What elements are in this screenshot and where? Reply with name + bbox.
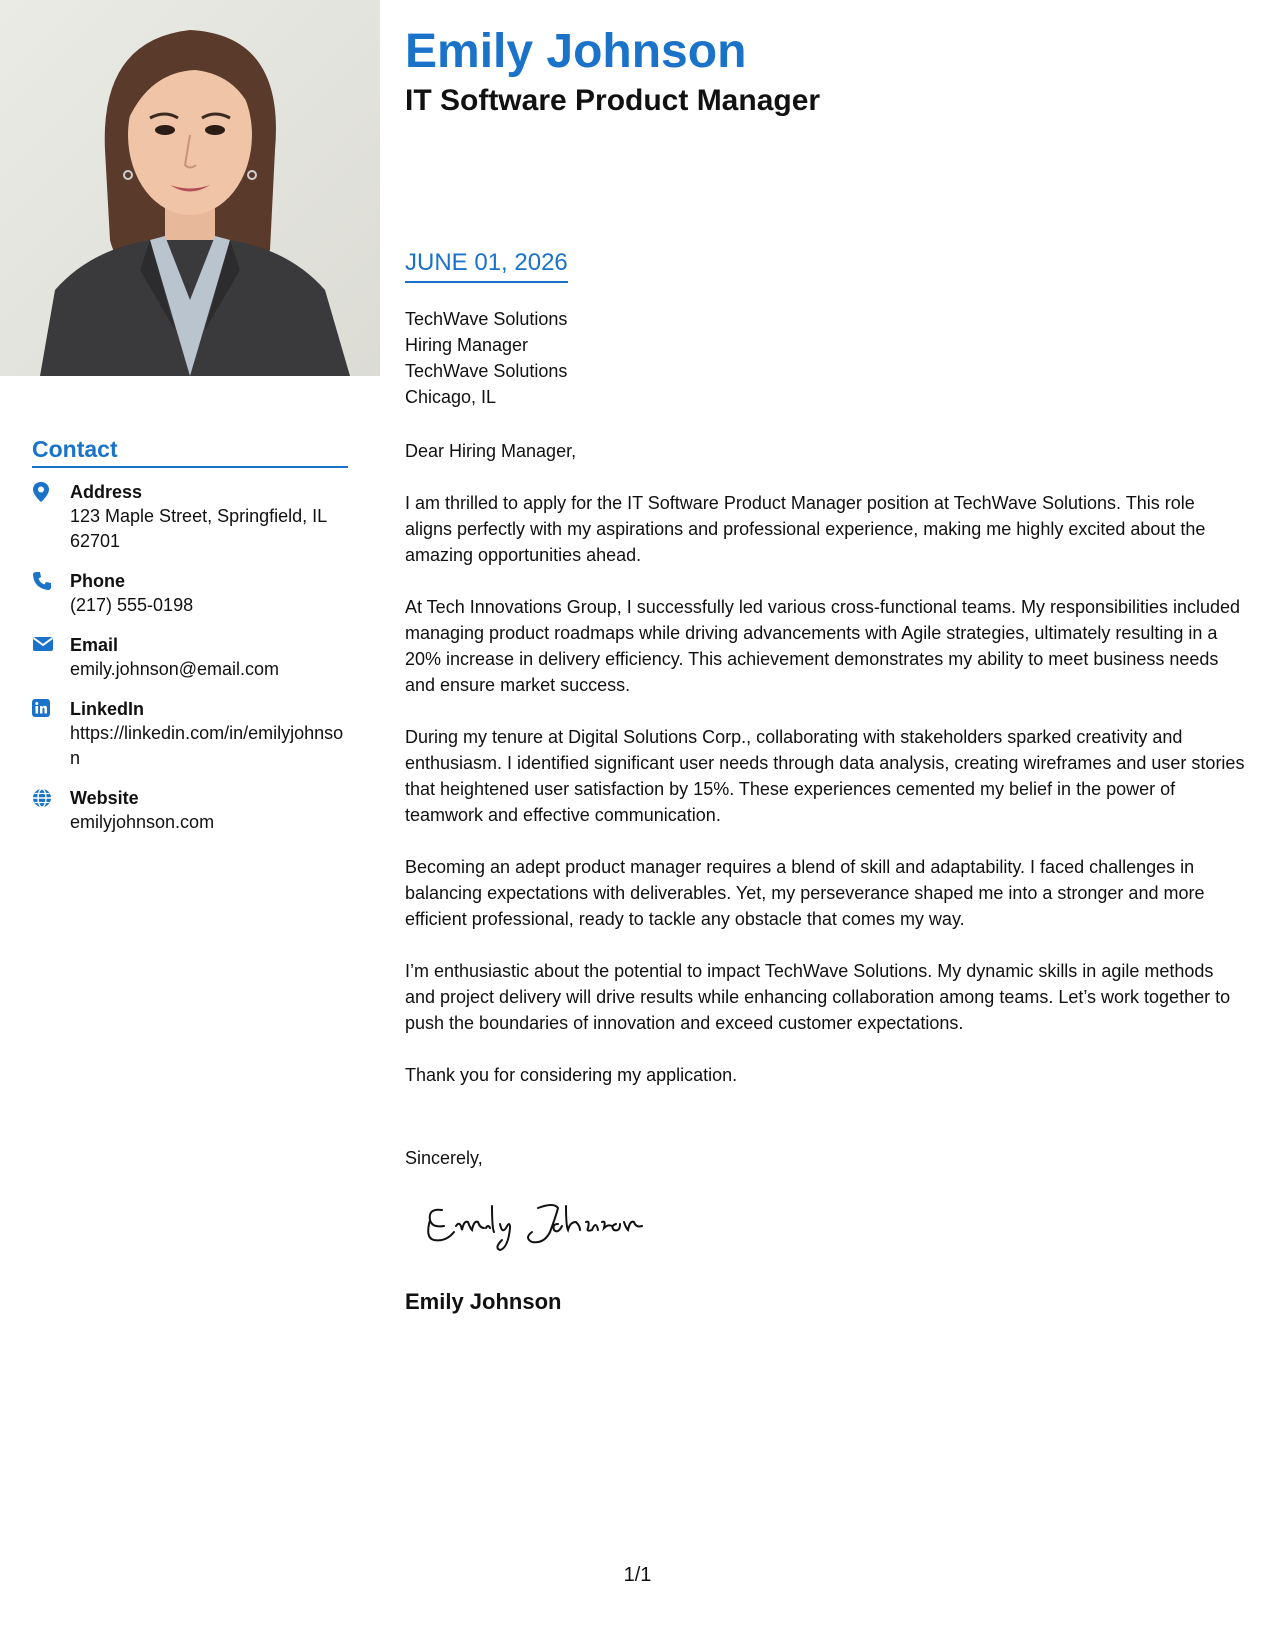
email-label: Email bbox=[70, 635, 119, 655]
signed-name: Emily Johnson bbox=[405, 1289, 562, 1314]
job-title: IT Software Product Manager bbox=[405, 84, 821, 117]
letter-body bbox=[405, 438, 1245, 1114]
header bbox=[405, 22, 820, 120]
page-number: 1/1 bbox=[623, 1564, 652, 1586]
email-icon bbox=[32, 633, 70, 653]
contact-address bbox=[32, 480, 348, 554]
salutation: Dear Hiring Manager, bbox=[405, 441, 577, 461]
recipient-role: Hiring Manager bbox=[405, 335, 529, 355]
paragraph-1: I am thrilled to apply for the IT Software Product Manager position at TechWave Solutions. This role aligns perfectly with my aspirations and professional experience, making me highly excited about the amazing opportunities ahead. bbox=[405, 493, 1206, 565]
contact-email bbox=[32, 633, 348, 682]
sidebar bbox=[32, 434, 348, 850]
location-pin-icon bbox=[32, 480, 70, 502]
recipient-location: Chicago, IL bbox=[405, 387, 497, 407]
linkedin-value[interactable]: https://linkedin.com/in/emilyjohnson bbox=[70, 723, 344, 768]
address-value: 123 Maple Street, Springfield, IL 62701 bbox=[70, 506, 327, 551]
recipient-block bbox=[405, 306, 567, 410]
phone-icon bbox=[32, 569, 70, 591]
contact-heading: Contact bbox=[32, 434, 348, 468]
contact-website bbox=[32, 786, 348, 835]
email-value[interactable]: emily.johnson@email.com bbox=[70, 659, 280, 679]
linkedin-icon bbox=[32, 697, 70, 717]
phone-label: Phone bbox=[70, 571, 126, 591]
handwritten-signature bbox=[420, 1198, 650, 1263]
paragraph-3: During my tenure at Digital Solutions Corp., collaborating with stakeholders sparked creativity and enthusiasm. I identified significant user needs through data analysis, creating wireframes and user stories that heightened user satisfaction by 15%. These experiences cemented my belief in the power of teamwork and effective communication. bbox=[405, 727, 1245, 825]
linkedin-label: LinkedIn bbox=[70, 699, 145, 719]
profile-photo bbox=[0, 0, 380, 376]
paragraph-5: I’m enthusiastic about the potential to impact TechWave Solutions. My dynamic skills in agile methods and project delivery will drive results while enhancing collaboration among teams. Let’s work together to push the boundaries of innovation and exceed customer expectations. bbox=[405, 961, 1231, 1033]
website-label: Website bbox=[70, 788, 139, 808]
phone-value: (217) 555-0198 bbox=[70, 595, 194, 615]
contact-phone bbox=[32, 569, 348, 618]
globe-icon bbox=[32, 786, 70, 808]
paragraph-4: Becoming an adept product manager requires a blend of skill and adaptability. I faced challenges in balancing expectations with deliverables. Yet, my perseverance shaped me into a stronger and more efficient professional, ready to tackle any obstacle that comes my way. bbox=[405, 857, 1205, 929]
closing: Sincerely, bbox=[405, 1148, 483, 1168]
address-label: Address bbox=[70, 482, 143, 502]
letter-date: JUNE 01, 2026 bbox=[405, 247, 568, 283]
applicant-name: Emily Johnson bbox=[405, 25, 747, 78]
contact-list bbox=[32, 480, 348, 835]
recipient-company-2: TechWave Solutions bbox=[405, 361, 568, 381]
paragraph-6: Thank you for considering my application. bbox=[405, 1065, 738, 1085]
contact-linkedin bbox=[32, 697, 348, 771]
website-value[interactable]: emilyjohnson.com bbox=[70, 812, 215, 832]
recipient-company: TechWave Solutions bbox=[405, 309, 568, 329]
portrait-illustration bbox=[0, 0, 380, 376]
paragraph-2: At Tech Innovations Group, I successfully led various cross-functional teams. My responsibilities included managing product roadmaps while driving advancements with Agile strategies, ultimately resulting in a 20% increase in delivery efficiency. This achievement demonstrates my ability to meet business needs and ensure market success. bbox=[405, 597, 1241, 695]
